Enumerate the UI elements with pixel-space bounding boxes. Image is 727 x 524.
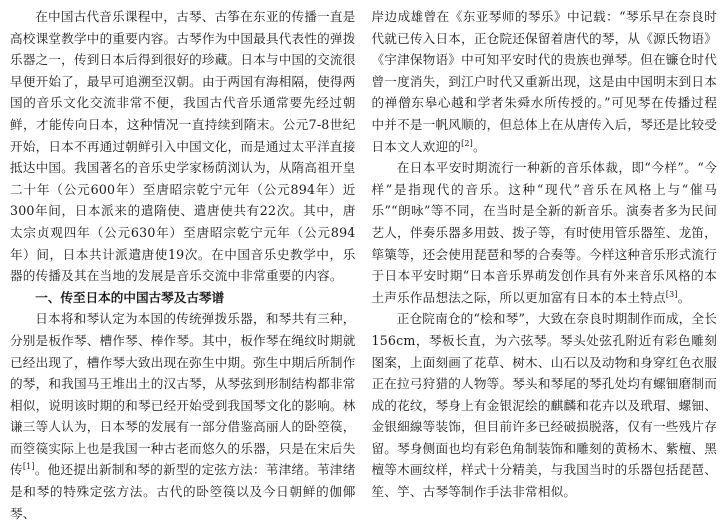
imayo-paragraph [372,157,718,308]
citation-2: [2] [461,138,473,148]
continued-paragraph-text-b: 。 [473,138,486,154]
imayo-paragraph-text-a: 在日本平安时期流行一种新的音乐体裁，即“今样”。“今样”是指现代的音乐。这种“现代”音乐在风格上与“催马乐”“朗咏”等不同，在当时是全新的新音乐。演奏者多为民间艺人，伴奏乐器多用鼓、拨子等，有时使用管乐器笙、龙笛，筚篥等，还会使用琵琶和琴的合奏等。今样这种音乐形式流行于日本平安时期“日本音乐界萌发创作具有外来音乐风格的本土声乐作品想法之际，所以更加富有日本的本土特点 [371,160,717,305]
continued-paragraph [372,6,718,157]
citation-1: [1] [22,462,35,472]
imayo-paragraph-text-b: 。 [677,289,691,305]
continued-paragraph-text-a: 岸边成雄曾在《东亚琴师的琴乐》中记载：“琴乐早在奈良时代就已传入日本，正仓院还保留着唐代的琴，从《源氏物语》《宇津保物语》中可知平安时代的贵族也弹琴。但在镰仓时代曾一度消失，到江户时代又重新出现，这是由中国明末到日本的禅僧东皋心越和学者朱舜水所传授的。”可见琴在传播过程中并不是一帆风顺的，但总体上在从唐传入后，琴还是比较受日本文人欢迎的 [371,9,717,154]
intro-paragraph: 在中国古代音乐课程中，古琴、古筝在东亚的传播一直是高校课堂教学中的重要内容。古琴作为中国最具代表性的弹拨乐器之一，传到日本后得到很好的珍藏。日本与中国的交流很早便开始了，最早可追溯至汉朝。由于两国有海相隔，使得两国的音乐文化交流非常不便，我国古代音乐通常要先经过朝鲜，才能传向日本，这种情况一直持续到隋末。公元7-8世纪开始，日本不再通过朝鲜引入中国文化，而是通过太平洋直接抵达中国。我国著名的音乐史学家杨荫浏认为，从隋高祖开皇二十年（公元600年）至唐昭宗乾宁元年（公元894年）近300年间，日本派来的遣隋使、遣唐使共有22次。其中，唐太宗贞观四年（公元630年）至唐昭宗乾宁元年（公元894年）间，日本共计派遣唐使19次。在中国音乐史教学中，乐器的传播及其在当地的发展是音乐交流中非常重要的内容。 [10,9,356,284]
section-paragraph-1-text-b: 。他还提出新制和琴的新型的定弦方法：苇津绪。苇津绪是和琴的特殊定弦方法。古代的卧箜篌以及今日朝鲜的伽倻琴、 [10,462,356,521]
section-heading: 一、传至日本的中国古琴及古琴谱 [35,289,225,305]
left-column [10,6,356,521]
wagon-paragraph: 正仓院南仓的“桧和琴”，大致在奈良时期制作而成，全长156cm，琴板长直，为六弦琴。琴头处弦孔附近有彩色雕刻图案，上面刻画了花草、树木、山石以及动物和身穿红色衣服正在拉弓狩猎的人物等。琴头和琴尾的琴孔处均有螺钿磨制而成的花纹，琴身上有金银泥绘的麒麟和花卉以及玳瑁、螺钿、金银細線等装饰，但目前许多已经破损脱落，仅有一些残片存留。琴身侧面也均有彩色角制装饰和雕刻的黄杨木、紫檀、黑檀等木画纹样，样式十分精美，与我国当时的乐器包括琵琶、笙、竽、古琴等制作手法非常相似。 [371,311,718,500]
citation-3: [3] [665,289,678,299]
right-column [372,6,718,517]
section-paragraph-1-text-a: 日本将和琴认定为本国的传统弹拨乐器，和琴共有三种，分别是板作琴、槽作琴、棒作琴。其中，板作琴在绳纹时期就已经出现了，槽作琴大致出现在弥生中期。弥生中期后所制作的琴，和我国马王堆出土的汉古琴，从琴弦到形制结构都非常相似，说明该时期的和琴已经开始受到我国琴文化的影响。林谦三等人认为，日本琴的发展有一部分借鉴高丽人的卧箜篌，而箜篌实际上也是我国一种古老而悠久的乐器，只是在宋后失传 [10,311,356,478]
section-paragraph-1 [10,308,356,524]
